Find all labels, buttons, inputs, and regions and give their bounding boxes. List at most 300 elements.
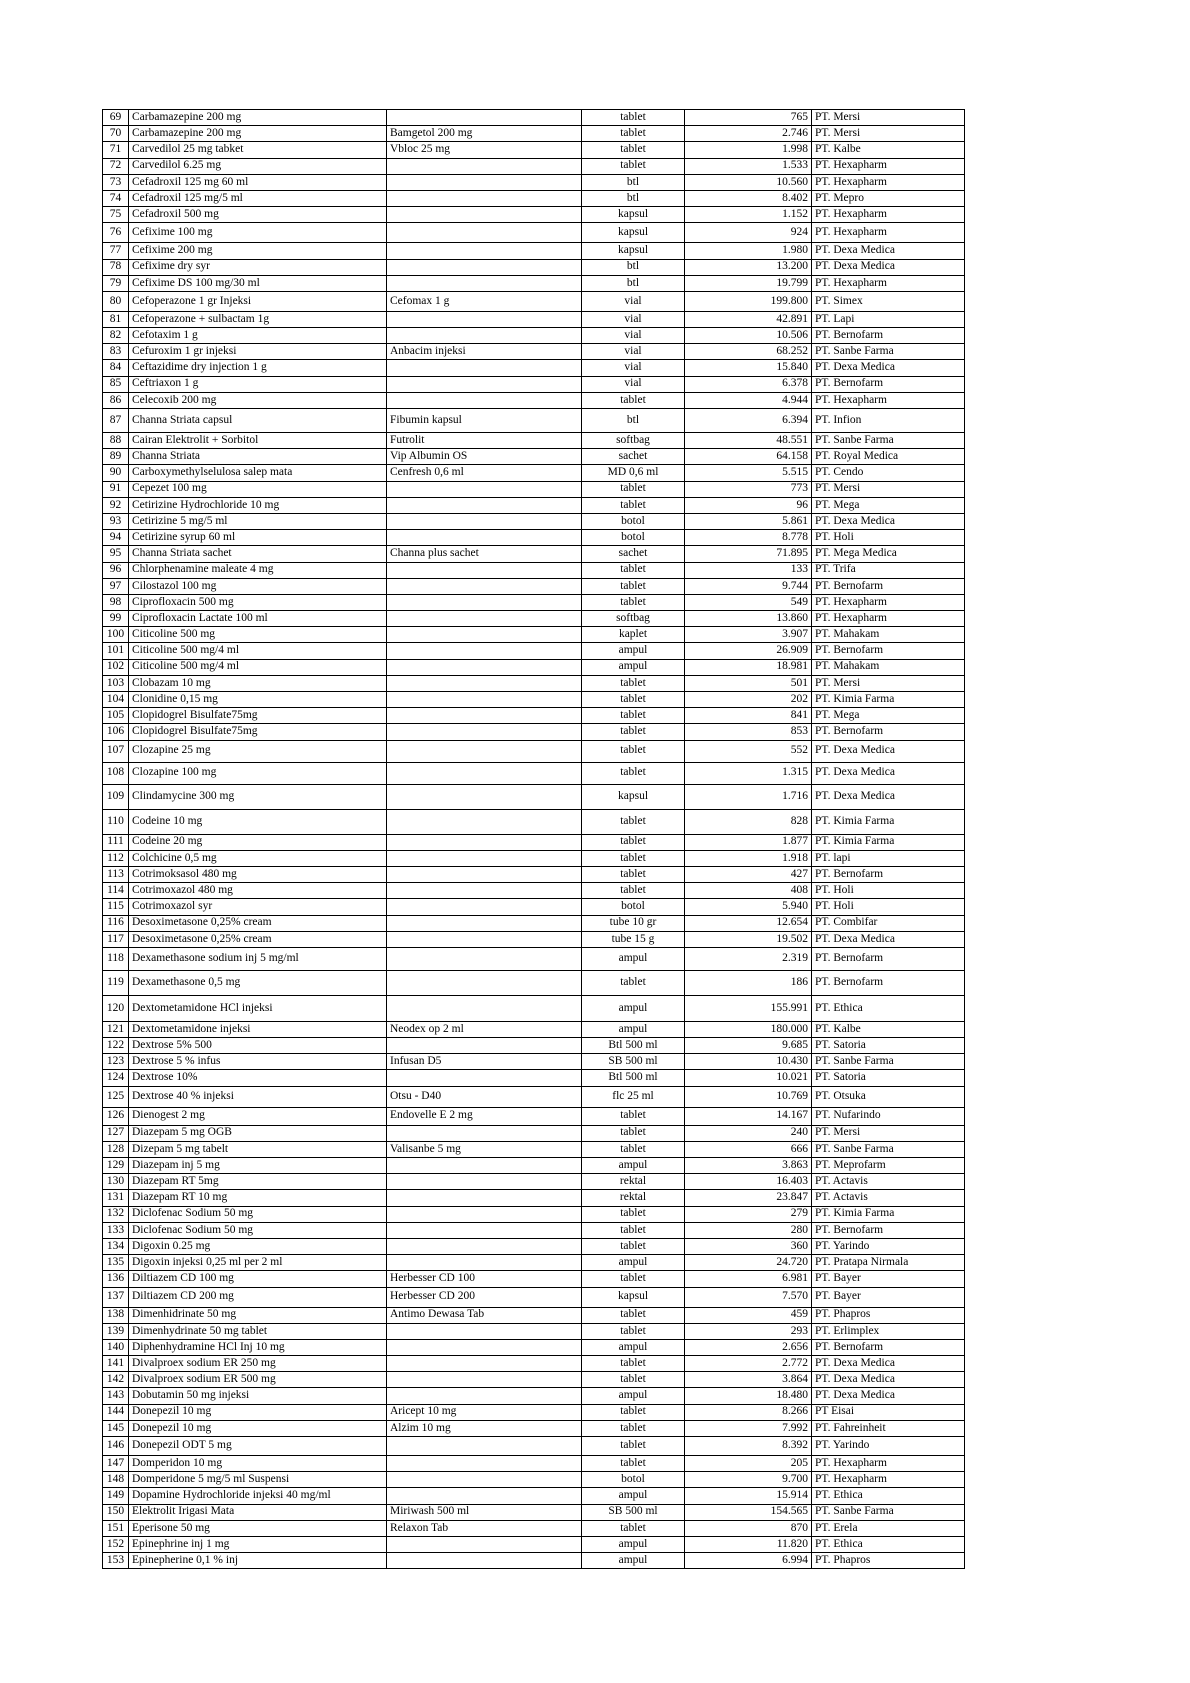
table-row (103, 627, 965, 643)
supplier-cell: PT. Bernofarm (812, 970, 965, 995)
table-row (103, 611, 965, 627)
price-cell: 7.570 (685, 1287, 812, 1307)
unit-cell: tablet (582, 158, 685, 174)
supplier-cell: PT. Nufarindo (812, 1107, 965, 1125)
price-cell: 240 (685, 1125, 812, 1141)
price-cell: 765 (685, 110, 812, 126)
row-number-cell: 144 (103, 1404, 129, 1420)
supplier-cell: PT. Mega (812, 708, 965, 724)
supplier-cell: PT. Meprofarm (812, 1158, 965, 1174)
generic-name-cell: Dexamethasone sodium inj 5 mg/ml (129, 947, 387, 970)
supplier-cell: PT. Dexa Medica (812, 243, 965, 259)
brand-name-cell (387, 360, 582, 376)
generic-name-cell: Cefuroxim 1 gr injeksi (129, 344, 387, 360)
price-cell: 293 (685, 1323, 812, 1339)
supplier-cell: PT. Kimia Farma (812, 1206, 965, 1222)
generic-name-cell: Dizepam 5 mg tabelt (129, 1141, 387, 1157)
supplier-cell: PT. Dexa Medica (812, 513, 965, 529)
table-row (103, 1404, 965, 1420)
brand-name-cell (387, 1456, 582, 1472)
supplier-cell: PT. Kalbe (812, 1021, 965, 1037)
row-number-cell: 88 (103, 433, 129, 449)
brand-name-cell (387, 530, 582, 546)
unit-cell: tablet (582, 1404, 685, 1420)
table-row (103, 465, 965, 481)
supplier-cell: PT. Bernofarm (812, 1222, 965, 1238)
supplier-cell: PT. Erela (812, 1520, 965, 1536)
generic-name-cell: Diazepam inj 5 mg (129, 1158, 387, 1174)
supplier-cell: PT. Hexapharm (812, 158, 965, 174)
unit-cell: ampul (582, 1021, 685, 1037)
generic-name-cell: Carvedilol 6.25 mg (129, 158, 387, 174)
row-number-cell: 122 (103, 1038, 129, 1054)
table-row (103, 1536, 965, 1552)
table-row (103, 311, 965, 327)
row-number-cell: 132 (103, 1206, 129, 1222)
unit-cell: btl (582, 409, 685, 433)
unit-cell: tablet (582, 740, 685, 762)
price-cell: 19.502 (685, 931, 812, 947)
price-cell: 4.944 (685, 392, 812, 408)
row-number-cell: 126 (103, 1107, 129, 1125)
brand-name-cell (387, 328, 582, 344)
row-number-cell: 131 (103, 1190, 129, 1206)
brand-name-cell (387, 1190, 582, 1206)
generic-name-cell: Desoximetasone 0,25% cream (129, 915, 387, 931)
generic-name-cell: Diltiazem CD 100 mg (129, 1271, 387, 1287)
generic-name-cell: Cefoperazone 1 gr Injeksi (129, 291, 387, 311)
brand-name-cell (387, 1070, 582, 1086)
generic-name-cell: Channa Striata capsul (129, 409, 387, 433)
unit-cell: tablet (582, 1238, 685, 1254)
price-cell: 9.700 (685, 1472, 812, 1488)
row-number-cell: 141 (103, 1356, 129, 1372)
row-number-cell: 85 (103, 376, 129, 392)
brand-name-cell (387, 1356, 582, 1372)
table-row (103, 675, 965, 691)
unit-cell: MD 0,6 ml (582, 465, 685, 481)
brand-name-cell (387, 275, 582, 291)
unit-cell: sachet (582, 546, 685, 562)
row-number-cell: 96 (103, 562, 129, 578)
generic-name-cell: Clozapine 100 mg (129, 762, 387, 784)
generic-name-cell: Channa Striata sachet (129, 546, 387, 562)
generic-name-cell: Dextrose 40 % injeksi (129, 1086, 387, 1107)
price-cell: 1.998 (685, 142, 812, 158)
row-number-cell: 78 (103, 259, 129, 275)
brand-name-cell (387, 931, 582, 947)
row-number-cell: 90 (103, 465, 129, 481)
brand-name-cell (387, 915, 582, 931)
unit-cell: tablet (582, 562, 685, 578)
brand-name-cell: Herbesser CD 100 (387, 1271, 582, 1287)
supplier-cell: PT. Yarindo (812, 1437, 965, 1456)
unit-cell: vial (582, 291, 685, 311)
table-row (103, 1420, 965, 1436)
row-number-cell: 118 (103, 947, 129, 970)
row-number-cell: 103 (103, 675, 129, 691)
brand-name-cell (387, 1125, 582, 1141)
generic-name-cell: Celecoxib 200 mg (129, 392, 387, 408)
brand-name-cell (387, 207, 582, 223)
supplier-cell: PT. Phapros (812, 1307, 965, 1323)
row-number-cell: 110 (103, 809, 129, 834)
table-row (103, 409, 965, 433)
brand-name-cell: Anbacim injeksi (387, 344, 582, 360)
table-row (103, 126, 965, 142)
price-cell: 18.480 (685, 1388, 812, 1404)
table-row (103, 562, 965, 578)
price-cell: 202 (685, 692, 812, 708)
table-row (103, 899, 965, 915)
supplier-cell: PT. Bernofarm (812, 328, 965, 344)
supplier-cell: PT. Hexapharm (812, 223, 965, 243)
generic-name-cell: Cefixime DS 100 mg/30 ml (129, 275, 387, 291)
row-number-cell: 92 (103, 497, 129, 513)
generic-name-cell: Cotrimoxazol syr (129, 899, 387, 915)
price-cell: 3.863 (685, 1158, 812, 1174)
supplier-cell: PT. Mega (812, 497, 965, 513)
generic-name-cell: Dextrose 10% (129, 1070, 387, 1086)
generic-name-cell: Cefixime 200 mg (129, 243, 387, 259)
unit-cell: tablet (582, 850, 685, 866)
table-row (103, 1222, 965, 1238)
generic-name-cell: Dienogest 2 mg (129, 1107, 387, 1125)
supplier-cell: PT. Ethica (812, 995, 965, 1021)
generic-name-cell: Carbamazepine 200 mg (129, 110, 387, 126)
unit-cell: ampul (582, 1488, 685, 1504)
row-number-cell: 130 (103, 1174, 129, 1190)
brand-name-cell (387, 392, 582, 408)
generic-name-cell: Carvedilol 25 mg tabket (129, 142, 387, 158)
brand-name-cell (387, 675, 582, 691)
row-number-cell: 79 (103, 275, 129, 291)
price-cell: 23.847 (685, 1190, 812, 1206)
unit-cell: flc 25 ml (582, 1086, 685, 1107)
unit-cell: tablet (582, 1323, 685, 1339)
row-number-cell: 93 (103, 513, 129, 529)
unit-cell: tablet (582, 1307, 685, 1323)
table-row (103, 1287, 965, 1307)
unit-cell: SB 500 ml (582, 1504, 685, 1520)
table-row (103, 1141, 965, 1157)
unit-cell: softbag (582, 433, 685, 449)
table-row (103, 291, 965, 311)
price-cell: 427 (685, 866, 812, 882)
brand-name-cell: Alzim 10 mg (387, 1420, 582, 1436)
table-row (103, 449, 965, 465)
price-cell: 96 (685, 497, 812, 513)
supplier-cell: PT. Hexapharm (812, 594, 965, 610)
unit-cell: kapsul (582, 207, 685, 223)
brand-name-cell (387, 1372, 582, 1388)
table-row (103, 344, 965, 360)
supplier-cell: PT. Dexa Medica (812, 259, 965, 275)
supplier-cell: PT. lapi (812, 850, 965, 866)
brand-name-cell: Valisanbe 5 mg (387, 1141, 582, 1157)
supplier-cell: PT Eisai (812, 1404, 965, 1420)
row-number-cell: 151 (103, 1520, 129, 1536)
generic-name-cell: Cilostazol 100 mg (129, 578, 387, 594)
row-number-cell: 112 (103, 850, 129, 866)
supplier-cell: PT. Combifar (812, 915, 965, 931)
generic-name-cell: Donepezil ODT 5 mg (129, 1437, 387, 1456)
table-row (103, 1070, 965, 1086)
table-row (103, 708, 965, 724)
row-number-cell: 72 (103, 158, 129, 174)
row-number-cell: 91 (103, 481, 129, 497)
table-row (103, 1206, 965, 1222)
price-cell: 5.515 (685, 465, 812, 481)
price-cell: 870 (685, 1520, 812, 1536)
table-row (103, 1437, 965, 1456)
supplier-cell: PT. Ethica (812, 1488, 965, 1504)
price-cell: 14.167 (685, 1107, 812, 1125)
unit-cell: tablet (582, 866, 685, 882)
table-row (103, 376, 965, 392)
generic-name-cell: Digoxin 0.25 mg (129, 1238, 387, 1254)
unit-cell: botol (582, 530, 685, 546)
row-number-cell: 123 (103, 1054, 129, 1070)
row-number-cell: 71 (103, 142, 129, 158)
unit-cell: tablet (582, 142, 685, 158)
price-cell: 10.506 (685, 328, 812, 344)
generic-name-cell: Dextometamidone HCl injeksi (129, 995, 387, 1021)
unit-cell: ampul (582, 643, 685, 659)
brand-name-cell (387, 223, 582, 243)
unit-cell: kapsul (582, 223, 685, 243)
generic-name-cell: Cefixime 100 mg (129, 223, 387, 243)
table-row (103, 784, 965, 809)
row-number-cell: 129 (103, 1158, 129, 1174)
price-cell: 186 (685, 970, 812, 995)
row-number-cell: 147 (103, 1456, 129, 1472)
price-cell: 68.252 (685, 344, 812, 360)
row-number-cell: 152 (103, 1536, 129, 1552)
generic-name-cell: Cepezet 100 mg (129, 481, 387, 497)
supplier-cell: PT. Mahakam (812, 659, 965, 675)
brand-name-cell (387, 883, 582, 899)
row-number-cell: 114 (103, 883, 129, 899)
price-cell: 9.744 (685, 578, 812, 594)
brand-name-cell (387, 995, 582, 1021)
supplier-cell: PT. Sanbe Farma (812, 344, 965, 360)
table-row (103, 433, 965, 449)
row-number-cell: 127 (103, 1125, 129, 1141)
generic-name-cell: Dexamethasone 0,5 mg (129, 970, 387, 995)
generic-name-cell: Cotrimoksasol 480 mg (129, 866, 387, 882)
brand-name-cell (387, 866, 582, 882)
unit-cell: tablet (582, 1520, 685, 1536)
unit-cell: ampul (582, 995, 685, 1021)
unit-cell: btl (582, 174, 685, 190)
supplier-cell: PT. Holi (812, 530, 965, 546)
price-cell: 1.152 (685, 207, 812, 223)
unit-cell: kapsul (582, 784, 685, 809)
price-cell: 773 (685, 481, 812, 497)
price-cell: 9.685 (685, 1038, 812, 1054)
row-number-cell: 101 (103, 643, 129, 659)
price-cell: 1.877 (685, 834, 812, 850)
price-cell: 6.378 (685, 376, 812, 392)
brand-name-cell (387, 1553, 582, 1569)
generic-name-cell: Domperidone 5 mg/5 ml Suspensi (129, 1472, 387, 1488)
table-row (103, 1021, 965, 1037)
supplier-cell: PT. Phapros (812, 1553, 965, 1569)
price-cell: 18.981 (685, 659, 812, 675)
brand-name-cell (387, 562, 582, 578)
generic-name-cell: Cefadroxil 125 mg/5 ml (129, 190, 387, 206)
price-cell: 71.895 (685, 546, 812, 562)
brand-name-cell (387, 1323, 582, 1339)
unit-cell: tablet (582, 392, 685, 408)
generic-name-cell: Cairan Elektrolit + Sorbitol (129, 433, 387, 449)
supplier-cell: PT. Bernofarm (812, 947, 965, 970)
row-number-cell: 146 (103, 1437, 129, 1456)
supplier-cell: PT. Bernofarm (812, 724, 965, 740)
price-cell: 924 (685, 223, 812, 243)
unit-cell: tablet (582, 809, 685, 834)
price-cell: 42.891 (685, 311, 812, 327)
generic-name-cell: Diazepam 5 mg OGB (129, 1125, 387, 1141)
table-row (103, 546, 965, 562)
supplier-cell: PT. Ethica (812, 1536, 965, 1552)
generic-name-cell: Elektrolit Irigasi Mata (129, 1504, 387, 1520)
supplier-cell: PT. Dexa Medica (812, 762, 965, 784)
supplier-cell: PT. Mersi (812, 481, 965, 497)
price-cell: 7.992 (685, 1420, 812, 1436)
generic-name-cell: Dimenhydrinate 50 mg tablet (129, 1323, 387, 1339)
supplier-cell: PT. Holi (812, 899, 965, 915)
generic-name-cell: Cefixime dry syr (129, 259, 387, 275)
unit-cell: softbag (582, 611, 685, 627)
table-row (103, 762, 965, 784)
supplier-cell: PT. Sanbe Farma (812, 1141, 965, 1157)
row-number-cell: 83 (103, 344, 129, 360)
price-cell: 2.319 (685, 947, 812, 970)
row-number-cell: 148 (103, 1472, 129, 1488)
brand-name-cell (387, 740, 582, 762)
price-cell: 5.940 (685, 899, 812, 915)
brand-name-cell: Cefomax 1 g (387, 291, 582, 311)
supplier-cell: PT. Dexa Medica (812, 1356, 965, 1372)
brand-name-cell (387, 578, 582, 594)
brand-name-cell (387, 627, 582, 643)
unit-cell: tablet (582, 970, 685, 995)
brand-name-cell: Aricept 10 mg (387, 1404, 582, 1420)
table-row (103, 1271, 965, 1287)
generic-name-cell: Dextrose 5 % infus (129, 1054, 387, 1070)
unit-cell: tube 15 g (582, 931, 685, 947)
price-cell: 280 (685, 1222, 812, 1238)
table-row (103, 243, 965, 259)
generic-name-cell: Diazepam RT 5mg (129, 1174, 387, 1190)
table-row (103, 1388, 965, 1404)
row-number-cell: 80 (103, 291, 129, 311)
table-row (103, 578, 965, 594)
brand-name-cell (387, 174, 582, 190)
brand-name-cell (387, 809, 582, 834)
supplier-cell: PT. Bernofarm (812, 578, 965, 594)
brand-name-cell (387, 1158, 582, 1174)
supplier-cell: PT. Bernofarm (812, 643, 965, 659)
brand-name-cell: Relaxon Tab (387, 1520, 582, 1536)
unit-cell: btl (582, 259, 685, 275)
unit-cell: botol (582, 899, 685, 915)
brand-name-cell (387, 513, 582, 529)
supplier-cell: PT. Satoria (812, 1070, 965, 1086)
brand-name-cell (387, 311, 582, 327)
brand-name-cell (387, 497, 582, 513)
generic-name-cell: Donepezil 10 mg (129, 1404, 387, 1420)
price-cell: 828 (685, 809, 812, 834)
table-row (103, 1472, 965, 1488)
row-number-cell: 143 (103, 1388, 129, 1404)
unit-cell: tablet (582, 1437, 685, 1456)
unit-cell: tablet (582, 126, 685, 142)
supplier-cell: PT. Bernofarm (812, 376, 965, 392)
brand-name-cell (387, 1255, 582, 1271)
unit-cell: tablet (582, 1141, 685, 1157)
row-number-cell: 113 (103, 866, 129, 882)
brand-name-cell (387, 708, 582, 724)
table-row (103, 207, 965, 223)
row-number-cell: 137 (103, 1287, 129, 1307)
table-row (103, 513, 965, 529)
generic-name-cell: Cetirizine Hydrochloride 10 mg (129, 497, 387, 513)
row-number-cell: 104 (103, 692, 129, 708)
brand-name-cell (387, 158, 582, 174)
generic-name-cell: Cetirizine syrup 60 ml (129, 530, 387, 546)
row-number-cell: 145 (103, 1420, 129, 1436)
table-row (103, 1086, 965, 1107)
brand-name-cell (387, 784, 582, 809)
table-row (103, 1054, 965, 1070)
row-number-cell: 69 (103, 110, 129, 126)
price-cell: 501 (685, 675, 812, 691)
supplier-cell: PT. Erlimplex (812, 1323, 965, 1339)
table-row (103, 995, 965, 1021)
brand-name-cell: Miriwash 500 ml (387, 1504, 582, 1520)
row-number-cell: 142 (103, 1372, 129, 1388)
price-cell: 3.907 (685, 627, 812, 643)
table-row (103, 110, 965, 126)
unit-cell: ampul (582, 1553, 685, 1569)
unit-cell: btl (582, 190, 685, 206)
unit-cell: tablet (582, 1372, 685, 1388)
price-cell: 2.746 (685, 126, 812, 142)
row-number-cell: 74 (103, 190, 129, 206)
brand-name-cell (387, 724, 582, 740)
supplier-cell: PT. Dexa Medica (812, 1372, 965, 1388)
price-cell: 2.772 (685, 1356, 812, 1372)
generic-name-cell: Diclofenac Sodium 50 mg (129, 1206, 387, 1222)
table-row (103, 275, 965, 291)
row-number-cell: 77 (103, 243, 129, 259)
table-body (103, 110, 965, 1569)
supplier-cell: PT. Fahreinheit (812, 1420, 965, 1436)
generic-name-cell: Dextometamidone injeksi (129, 1021, 387, 1037)
supplier-cell: PT. Mersi (812, 126, 965, 142)
unit-cell: tablet (582, 762, 685, 784)
generic-name-cell: Clozapine 25 mg (129, 740, 387, 762)
unit-cell: vial (582, 311, 685, 327)
price-cell: 133 (685, 562, 812, 578)
row-number-cell: 136 (103, 1271, 129, 1287)
supplier-cell: PT. Cendo (812, 465, 965, 481)
row-number-cell: 153 (103, 1553, 129, 1569)
brand-name-cell (387, 611, 582, 627)
